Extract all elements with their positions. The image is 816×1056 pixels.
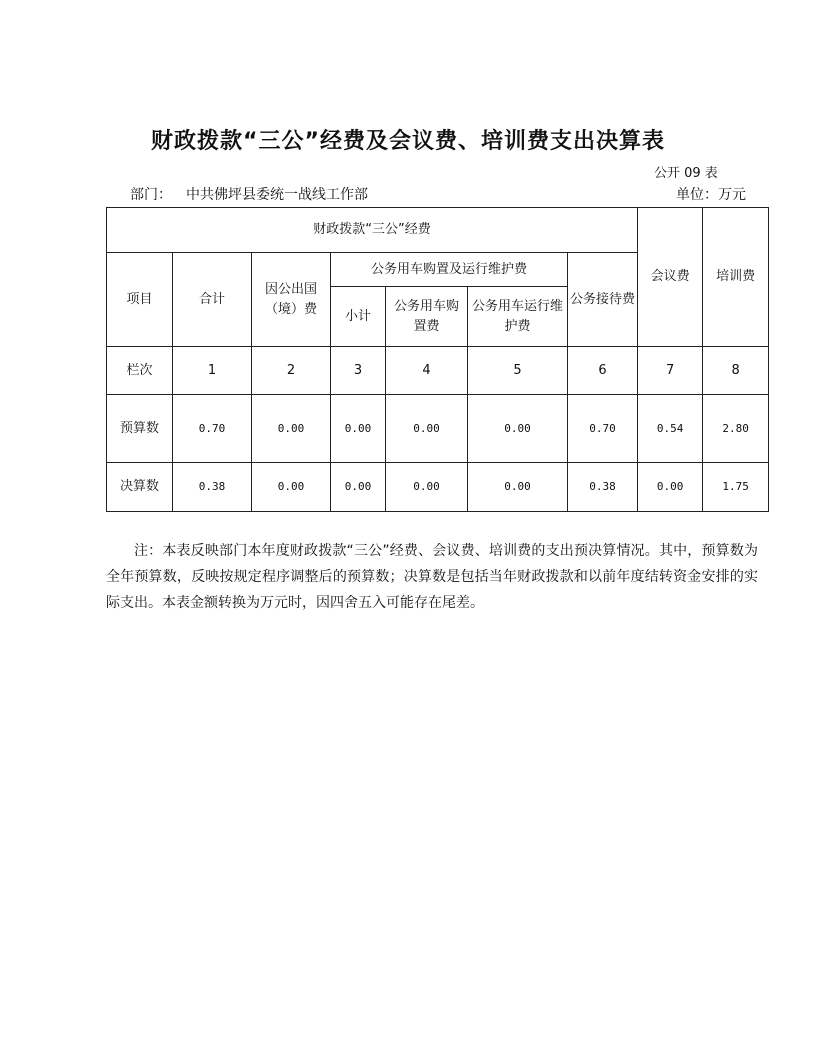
footnote: 注：本表反映部门本年度财政拨款“三公”经费、会议费、培训费的支出预决算情况。其中，预算数为全年预算数，反映按规定程序调整后的预算数；决算数是包括当年财政拨款和以前年度结转资金安排的实际支出。本表金额转换为万元时，因四舍五入可能存在尾差。 xyxy=(106,543,758,611)
table-cell: 0.00 xyxy=(638,463,703,512)
table-cell: 0.00 xyxy=(331,395,386,463)
table-cell: 0.70 xyxy=(568,395,638,463)
table-cell: 4 xyxy=(386,347,468,395)
row-label: 决算数 xyxy=(107,463,173,512)
table-cell: 0.54 xyxy=(638,395,703,463)
table-cell: 0.00 xyxy=(468,395,568,463)
expenditure-table xyxy=(106,207,769,512)
header-total: 合计 xyxy=(173,253,252,347)
header-sangong-group: 财政拨款“三公”经费 xyxy=(107,208,638,253)
table-cell: 0.38 xyxy=(173,463,252,512)
table-cell: 0.38 xyxy=(568,463,638,512)
table-cell: 2.80 xyxy=(703,395,769,463)
budget-row xyxy=(107,395,769,463)
table-cell: 7 xyxy=(638,347,703,395)
table-code: 公开 09 表 xyxy=(654,166,718,181)
header-abroad: 因公出国（境）费 xyxy=(252,253,331,347)
header-meeting: 会议费 xyxy=(638,208,703,347)
table-cell: 2 xyxy=(252,347,331,395)
header-vehicle-purchase: 公务用车购置费 xyxy=(386,287,468,347)
table-cell: 8 xyxy=(703,347,769,395)
department-name: 中共佛坪县委统一战线工作部 xyxy=(186,187,368,203)
header-vehicle-maintenance: 公务用车运行维护费 xyxy=(468,287,568,347)
header-training: 培训费 xyxy=(703,208,769,347)
unit-label: 单位：万元 xyxy=(676,187,746,203)
table-cell: 0.00 xyxy=(386,395,468,463)
row-label: 栏次 xyxy=(107,347,173,395)
table-cell: 1.75 xyxy=(703,463,769,512)
page-title: 财政拨款“三公”经费及会议费、培训费支出决算表 xyxy=(151,129,665,154)
row-label: 预算数 xyxy=(107,395,173,463)
index-row xyxy=(107,347,769,395)
table-cell: 3 xyxy=(331,347,386,395)
header-reception: 公务接待费 xyxy=(568,253,638,347)
table-cell: 0.00 xyxy=(386,463,468,512)
table-cell: 0.70 xyxy=(173,395,252,463)
department-line xyxy=(130,184,368,204)
final-row xyxy=(107,463,769,512)
table-cell: 1 xyxy=(173,347,252,395)
department-label: 部门： xyxy=(130,187,172,203)
table-cell: 0.00 xyxy=(252,395,331,463)
header-vehicle-subtotal: 小计 xyxy=(331,287,386,347)
table-cell: 0.00 xyxy=(468,463,568,512)
table-cell: 5 xyxy=(468,347,568,395)
table-cell: 0.00 xyxy=(331,463,386,512)
header-item: 项目 xyxy=(107,253,173,347)
table-cell: 6 xyxy=(568,347,638,395)
table-cell: 0.00 xyxy=(252,463,331,512)
header-vehicle-group: 公务用车购置及运行维护费 xyxy=(331,253,568,287)
header-row-1 xyxy=(107,208,769,253)
